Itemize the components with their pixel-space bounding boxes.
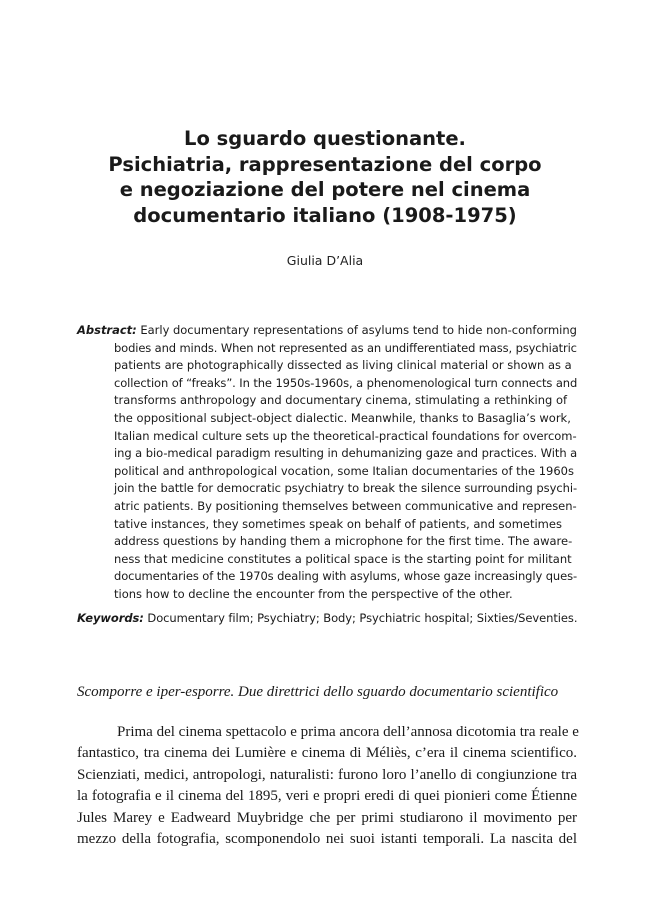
abstract-line	[77, 322, 577, 340]
abstract-label: Abstract:	[77, 323, 137, 337]
abstract-line: ness that medicine constitutes a political space is the starting point for militant	[114, 551, 572, 566]
body-line: fantastico, tra cinema dei Lumière e cinema di Méliès, c’era il cinema scientifico.	[77, 745, 577, 762]
body-line: la fotografia e il cinema del 1895, veri e propri eredi di quei pionieri come Étienne	[77, 788, 577, 805]
section-heading: Scomporre e iper-esporre. Due direttrici dello sguardo documentario scientifico	[77, 684, 559, 700]
body-line: Scienziati, medici, antropologi, naturalisti: furono loro l’anello di congiunzione tra	[77, 766, 577, 783]
abstract-line: transforms anthropology and documentary cinema, stimulating a rethinking of	[114, 393, 568, 408]
body-line: Prima del cinema spettacolo e prima ancora dell’annosa dicotomia tra reale e	[117, 724, 579, 740]
abstract-text: Early documentary representations of asylums tend to hide non-conforming	[140, 323, 577, 337]
title-line: documentario italiano (1908-1975)	[133, 203, 517, 227]
abstract-line: patients are photographically dissected as living clinical material or shown as a	[114, 358, 572, 373]
abstract-line: atric patients. By positioning themselves between communicative and represen-	[114, 498, 577, 513]
abstract-line: collection of “freaks”. In the 1950s-1960s, a phenomenological turn connects and	[114, 375, 578, 390]
keywords-text: Documentary film; Psychiatry; Body; Psychiatric hospital; Sixties/Seventies.	[147, 611, 578, 625]
body-line: mezzo della fotografia, scomponendolo nei suoi istanti temporali. La nascita del	[77, 831, 577, 848]
abstract-line: bodies and minds. When not represented as an undifferentiated mass, psychiatric	[114, 340, 577, 355]
author-name: Giulia D’Alia	[286, 253, 364, 268]
abstract-line: ing a bio-medical paradigm resulting in dehumanizing gaze and practices. With a	[114, 446, 578, 461]
abstract-line: address questions by handing them a microphone for the first time. The aware-	[114, 534, 573, 549]
abstract-line: tative instances, they sometimes speak on behalf of patients, and sometimes	[114, 516, 562, 531]
abstract-block	[77, 322, 577, 604]
abstract-line: political and anthropological vocation, some Italian documentaries of the 1960s	[114, 463, 574, 478]
body-line: Jules Marey e Eadweard Muybridge che per primi studiarono il movimento per	[77, 809, 577, 826]
abstract-line: join the battle for democratic psychiatry to break the silence surrounding psychi-	[114, 481, 578, 496]
article-title	[60, 126, 590, 228]
body-paragraph	[77, 722, 577, 850]
abstract-line: documentaries of the 1970s dealing with asylums, whose gaze increasingly ques-	[114, 569, 578, 584]
keywords-label: Keywords:	[77, 611, 144, 625]
abstract-line: Italian medical culture sets up the theoretical-practical foundations for overcom-	[114, 428, 577, 443]
title-line: Lo sguardo questionante.	[184, 127, 466, 150]
abstract-line: the oppositional subject-object dialectic. Meanwhile, thanks to Basaglia’s work,	[114, 410, 571, 425]
keywords-block	[77, 610, 577, 628]
abstract-line: tions how to decline the encounter from the perspective of the other.	[114, 586, 513, 601]
title-line: Psichiatria, rappresentazione del corpo	[108, 152, 542, 176]
title-line: e negoziazione del potere nel cinema	[119, 178, 531, 201]
